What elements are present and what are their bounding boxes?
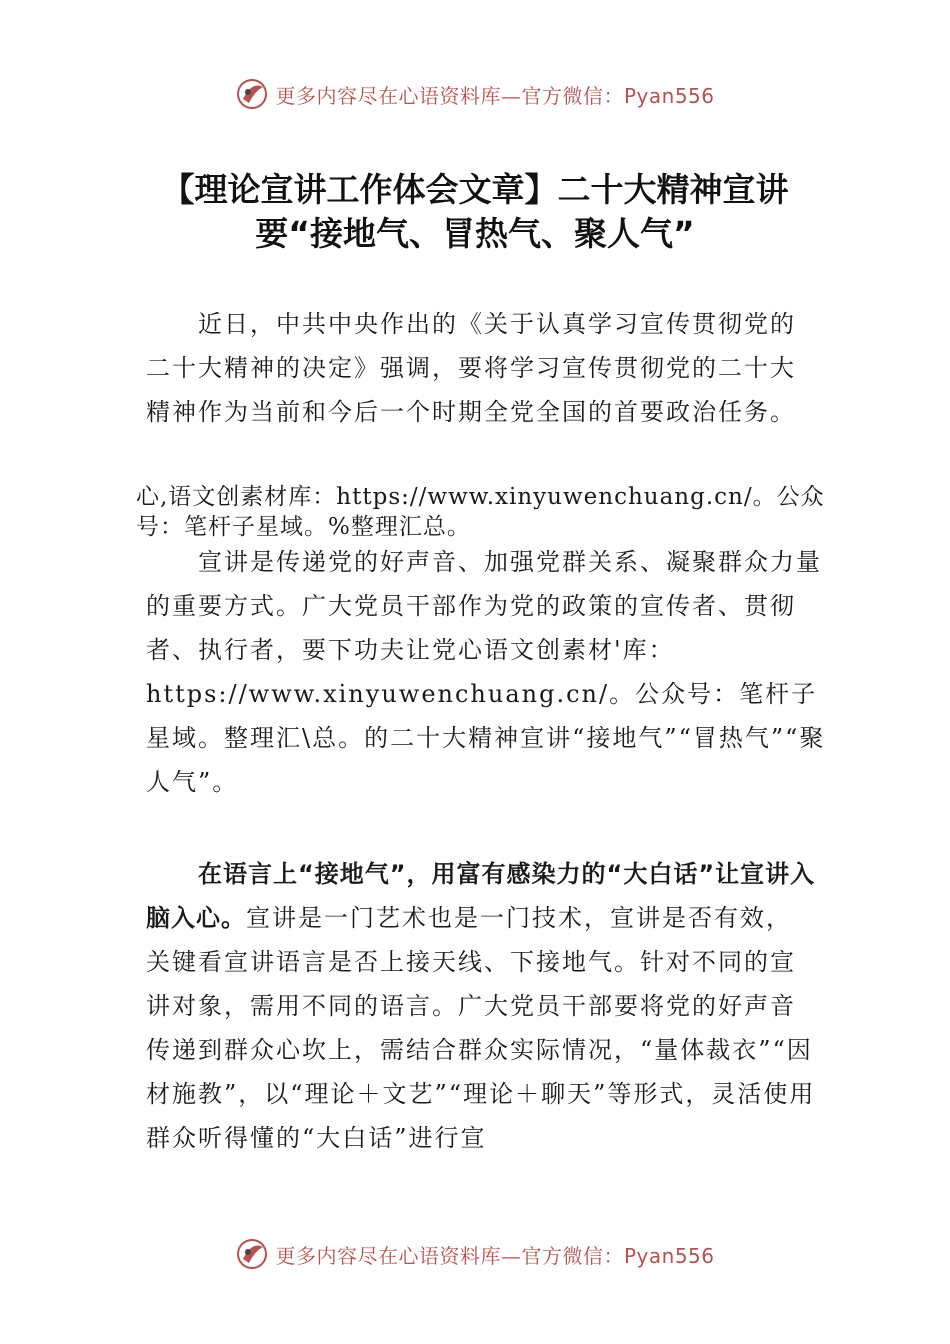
paragraph-2: 心,语文创素材库：https://www.xinyuwenchuang.cn/。公众号：笔杆子星域。%整理汇总。 bbox=[136, 484, 825, 540]
banner-wechat-id: Pyan556 bbox=[623, 83, 715, 108]
title-line-1: 【理论宣讲工作体会文章】二十大精神宣讲 bbox=[161, 170, 789, 209]
title-line-2: 要“接地气、冒热气、聚人气” bbox=[255, 214, 695, 253]
banner-text: 更多内容尽在心语资料库—官方微信：Pyan556 bbox=[275, 83, 715, 108]
document-title bbox=[0, 168, 950, 256]
banner-wechat-id: Pyan556 bbox=[623, 1243, 715, 1268]
paragraph-1: 近日，中共中央作出的《关于认真学习宣传贯彻党的二十大精神的决定》强调，要将学习宣传贯彻党的二十大精神作为当前和今后一个时期全党全国的首要政治任务。 bbox=[146, 310, 796, 426]
paragraph-4-body: 宣讲是一门艺术也是一门技术，宣讲是否有效，关键看宣讲语言是否上接天线、下接地气。针对不同的宣讲对象，需用不同的语言。广大党员干部要将党的好声音传递到群众心坎上，需结合群众实际情况，“量体裁衣”“因材施教”，以“理论＋文艺”“理论＋聊天”等形式，灵活使用群众听得懂的“大白话”进行宣 bbox=[146, 904, 816, 1152]
paragraph-4 bbox=[146, 852, 816, 1160]
banner-text: 更多内容尽在心语资料库—官方微信：Pyan556 bbox=[275, 1243, 715, 1268]
paragraph-4-lead: 在语言上“接地气”，用富有感染力的“大白话”让宣讲入脑入心。 bbox=[146, 860, 816, 932]
footer-banner bbox=[0, 1234, 950, 1274]
logo-icon bbox=[235, 1237, 269, 1271]
paragraph-3: 宣讲是传递党的好声音、加强党群关系、凝聚群众力量的重要方式。广大党员干部作为党的政策的宣传者、贯彻者、执行者，要下功夫让党心语文创素材'库：https://www.xinyuwenchuang.cn/。公众号：笔杆子星域。整理汇\总。的二十大精神宣讲“接地气”“冒热气”“聚人气”。 bbox=[146, 548, 826, 796]
logo-icon bbox=[235, 77, 269, 111]
header-banner bbox=[0, 74, 950, 114]
